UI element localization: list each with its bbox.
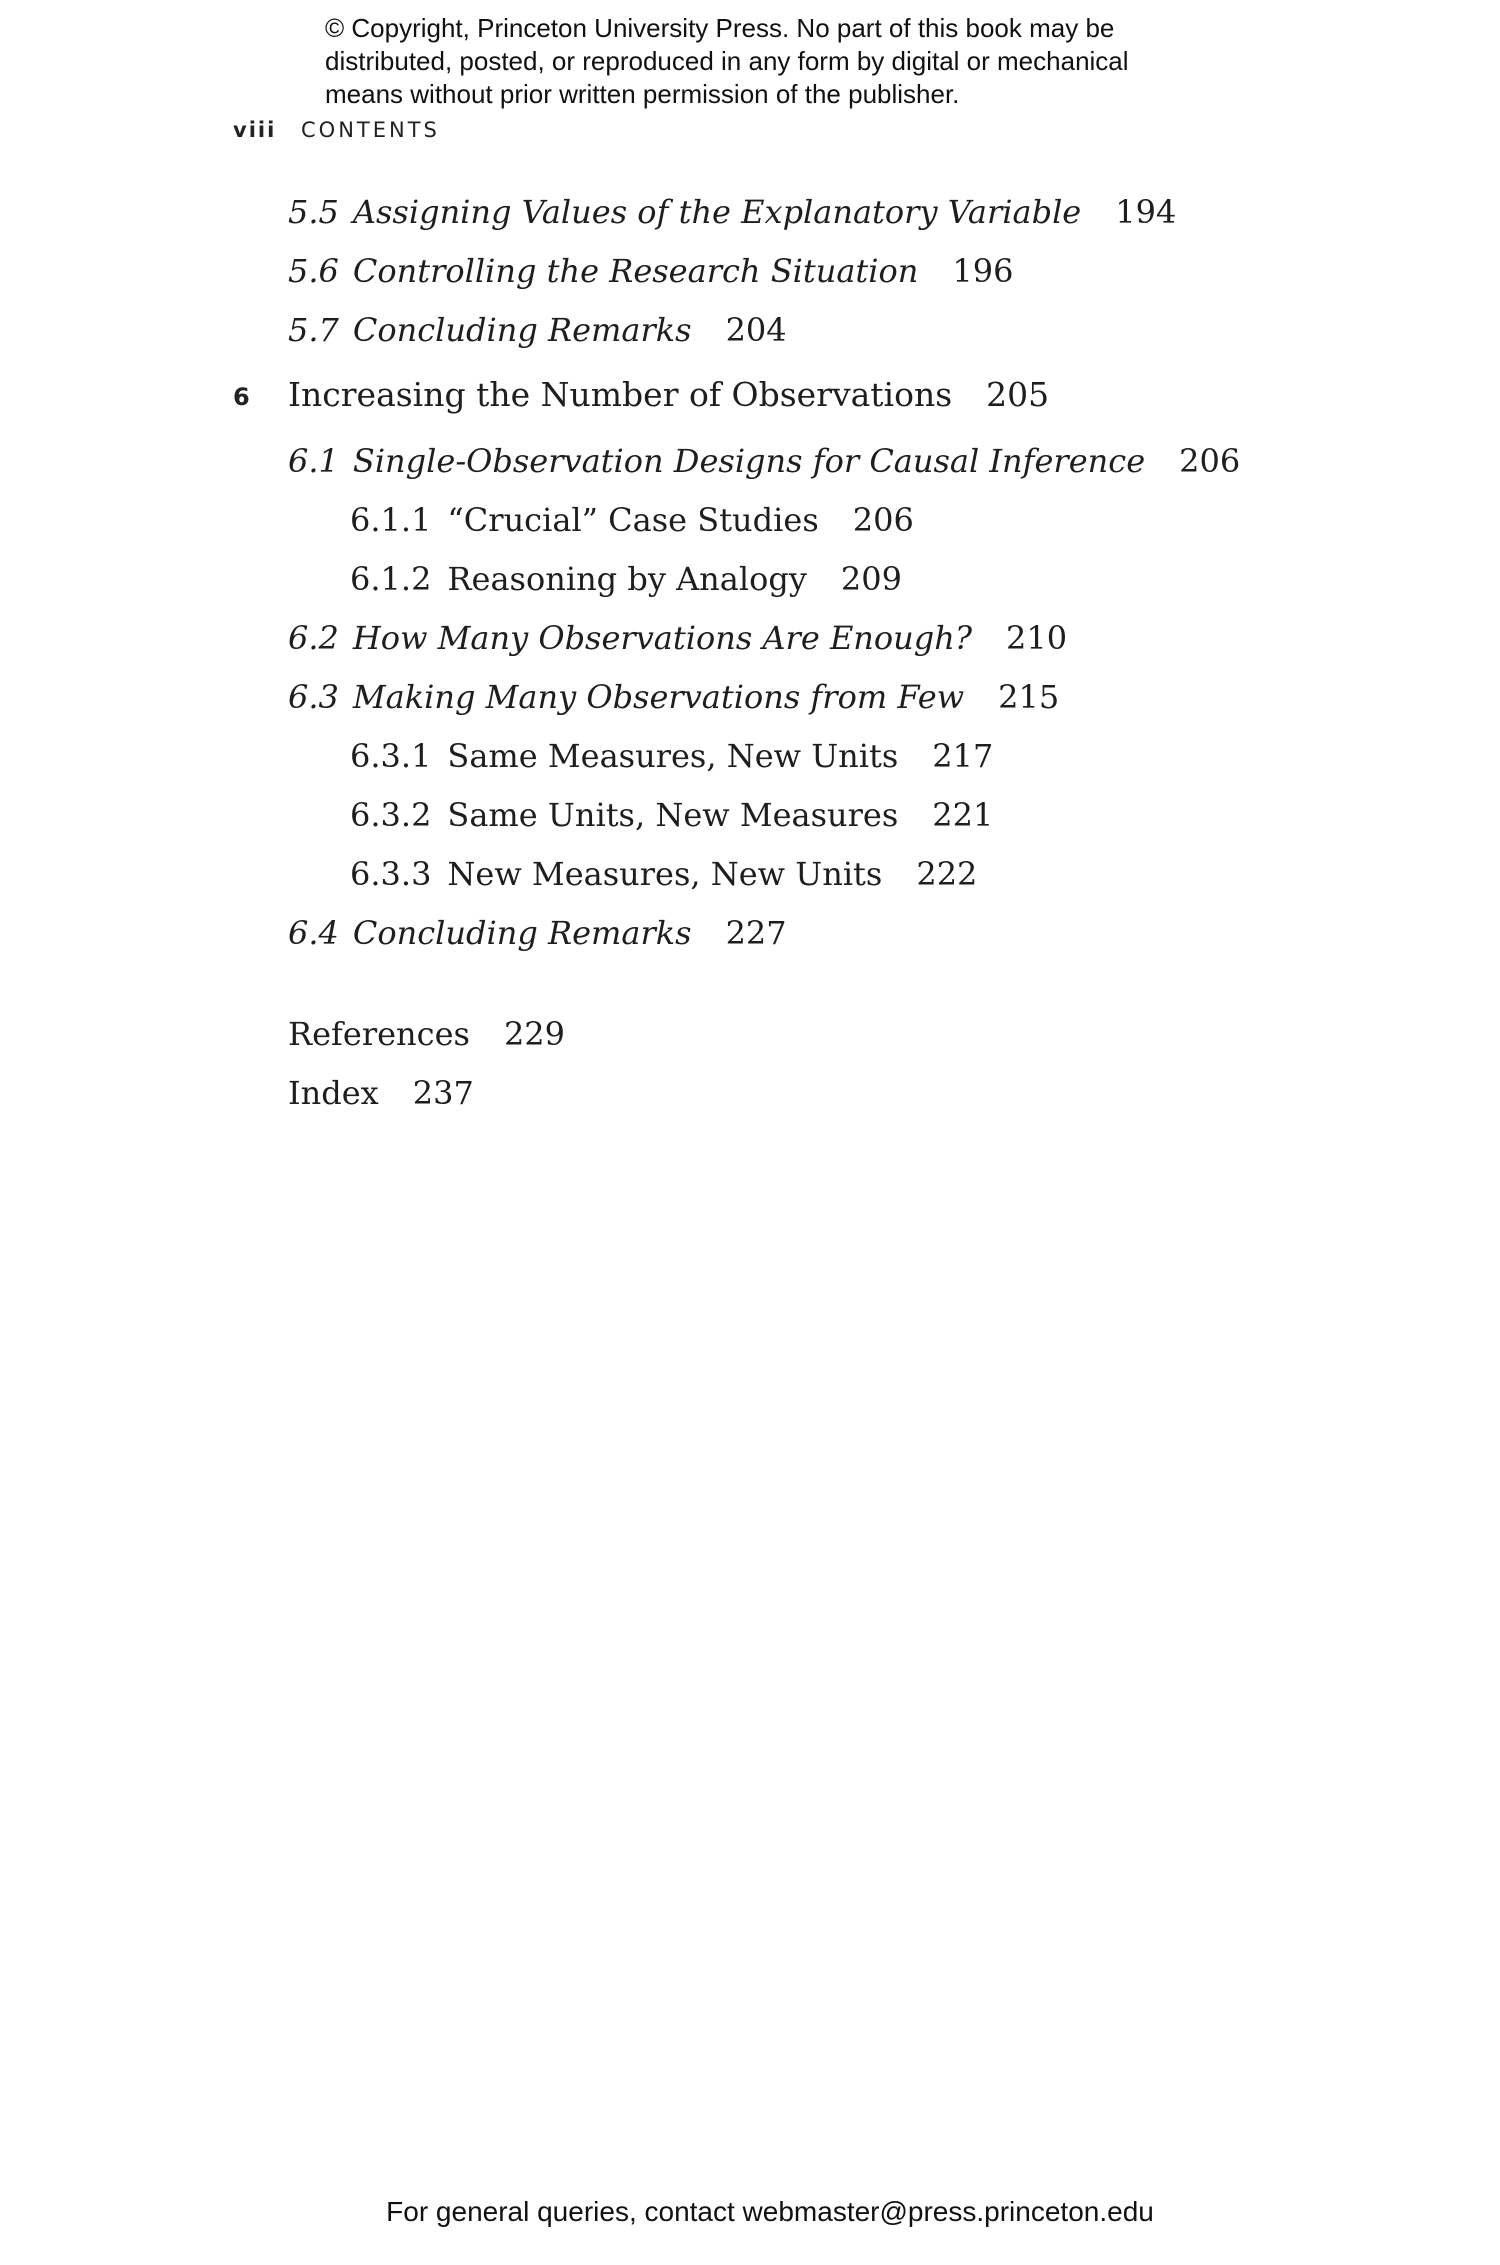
toc-entry-title: Same Units, New Measures: [447, 796, 899, 834]
toc-entry-page: 237: [412, 1074, 474, 1112]
toc-entry-page: 204: [725, 311, 787, 349]
toc-entry-number: 5.5: [288, 193, 339, 231]
toc-chapter-title: Increasing the Number of Observations: [288, 375, 953, 414]
toc-entry-6-1-1: [350, 500, 914, 540]
toc-entry-title: Concluding Remarks: [352, 914, 692, 952]
toc-entry-page: 221: [932, 796, 994, 834]
copyright-line-1: © Copyright, Princeton University Press. No part of this book may be: [325, 13, 1115, 43]
toc-entry-page: 209: [840, 560, 902, 598]
toc-entry-number: 6.2: [288, 619, 339, 657]
toc-entry-6-3-1: [350, 736, 993, 776]
toc-entry-6-3: [288, 677, 1059, 717]
chapter-number: 6: [233, 383, 250, 411]
toc-chapter-6: [288, 375, 1049, 415]
toc-entry-number: 6.1.2: [350, 560, 432, 598]
toc-entry-6-1-2: [350, 559, 902, 599]
toc-entry-number: 6.4: [288, 914, 339, 952]
toc-entry-number: 5.7: [288, 311, 339, 349]
toc-entry-page: 215: [998, 678, 1060, 716]
toc-entry-page: 222: [916, 855, 978, 893]
toc-entry-title: How Many Observations Are Enough?: [352, 619, 973, 657]
toc-entry-number: 6.3.2: [350, 796, 432, 834]
toc-entry-6-2: [288, 618, 1067, 658]
toc-entry-page: 229: [503, 1015, 566, 1053]
toc-entry-title: Controlling the Research Situation: [352, 252, 919, 290]
copyright-line-3: means without prior written permission of the publisher.: [325, 79, 960, 109]
toc-entry-title: References: [288, 1015, 470, 1053]
toc-entry-title: Concluding Remarks: [352, 311, 692, 349]
toc-entry-title: Same Measures, New Units: [447, 737, 899, 775]
toc-entry-index: [288, 1073, 474, 1113]
toc-entry-page: 205: [986, 375, 1050, 414]
toc-entry-page: 206: [1179, 442, 1241, 480]
toc-entry-number: 6.3.3: [350, 855, 432, 893]
running-head-title: CONTENTS: [301, 118, 440, 142]
toc-entry-title: Making Many Observations from Few: [352, 678, 965, 716]
page-folio: viii: [233, 118, 277, 142]
toc-entry-references: [288, 1014, 565, 1054]
toc-entry-title: Assigning Values of the Explanatory Variable: [352, 193, 1082, 231]
toc-entry-page: 227: [725, 914, 787, 952]
toc-entry-number: 6.3.1: [350, 737, 432, 775]
toc-entry-5-5: [288, 192, 1176, 232]
toc-entry-title: Reasoning by Analogy: [447, 560, 807, 598]
toc-entry-number: 6.1: [288, 442, 339, 480]
toc-entry-6-4: [288, 913, 787, 953]
toc-entry-title: New Measures, New Units: [447, 855, 883, 893]
toc-entry-6-1: [288, 441, 1240, 481]
toc-entry-page: 206: [852, 501, 914, 539]
toc-entry-6-3-3: [350, 854, 977, 894]
toc-entry-title: Single-Observation Designs for Causal Inference: [352, 442, 1146, 480]
toc-entry-title: “Crucial” Case Studies: [447, 501, 819, 539]
toc-entry-number: 6.1.1: [350, 501, 432, 539]
toc-entry-6-3-2: [350, 795, 993, 835]
toc-entry-number: 6.3: [288, 678, 339, 716]
toc-entry-5-6: [288, 251, 1013, 291]
copyright-line-2: distributed, posted, or reproduced in any form by digital or mechanical: [325, 46, 1129, 76]
toc-entry-title: Index: [288, 1074, 379, 1112]
toc-entry-page: 196: [952, 252, 1014, 290]
toc-entry-page: 210: [1006, 619, 1068, 657]
toc-entry-page: 217: [932, 737, 994, 775]
footer-contact: For general queries, contact webmaster@press.princeton.edu: [386, 2196, 1154, 2227]
toc-entry-page: 194: [1115, 193, 1177, 231]
toc-entry-number: 5.6: [288, 252, 339, 290]
toc-entry-5-7: [288, 310, 787, 350]
